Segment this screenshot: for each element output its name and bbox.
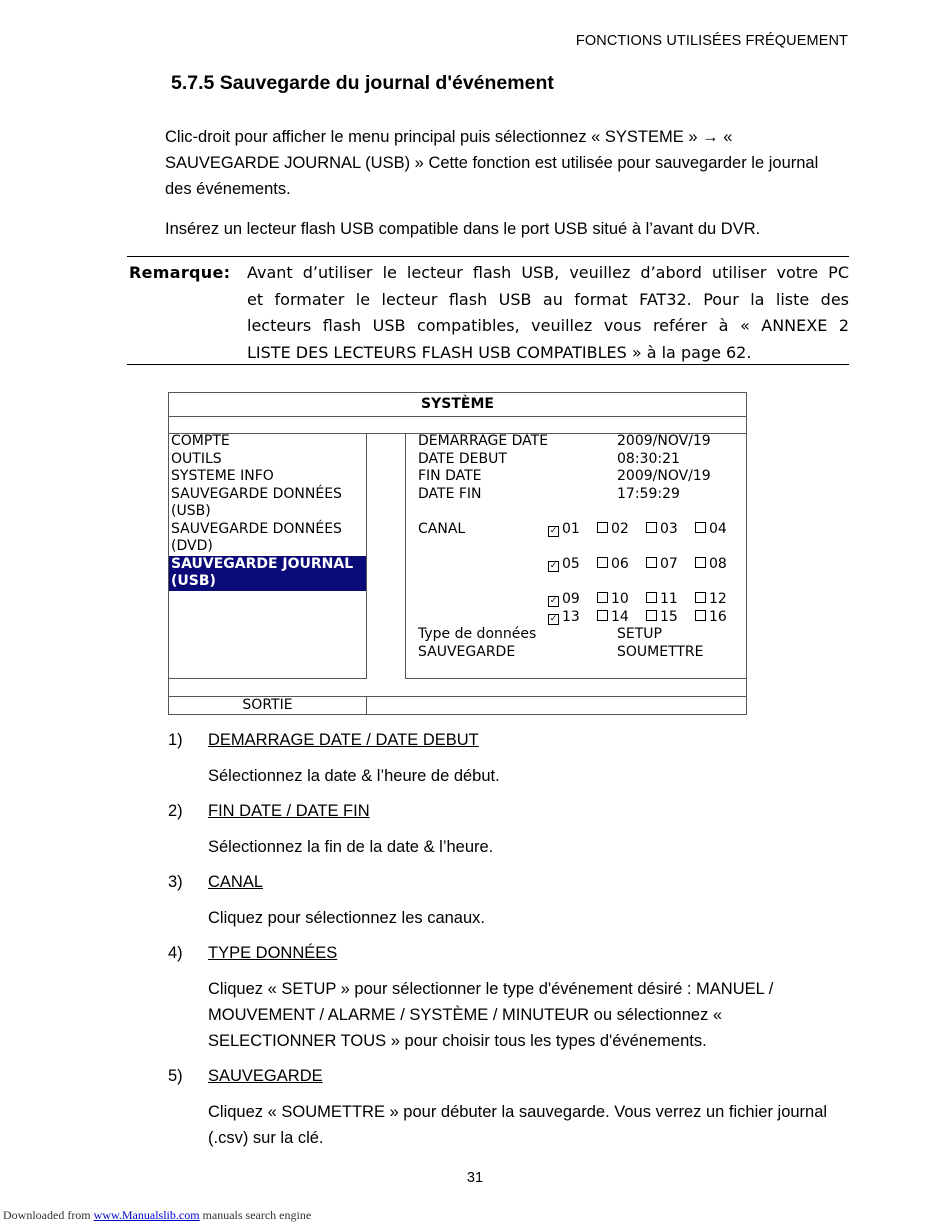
item-number: 3) — [168, 873, 183, 891]
channel-number: 04 — [709, 521, 727, 537]
download-footer — [3, 1208, 311, 1223]
field-backup[interactable] — [418, 644, 704, 662]
channel-checkbox[interactable] — [695, 521, 744, 539]
field-label: SAUVEGARDE — [418, 643, 516, 660]
item-description: Cliquez « SOUMETTRE » pour débuter la sauvegarde. Vous verrez un fichier journal (.csv) sur la clé. — [208, 1103, 828, 1147]
empty-box-icon — [646, 557, 657, 568]
field-label: DEMARRAGE DATE — [418, 433, 549, 449]
empty-box-icon — [597, 592, 608, 603]
field-label: Type de données — [418, 626, 537, 642]
channel-number: 07 — [660, 556, 678, 572]
empty-box-icon — [695, 610, 706, 621]
dvr-menu-item[interactable]: SAUVEGARDE DONNÉES (DVD) — [171, 520, 342, 554]
canal-label: CANAL — [418, 521, 466, 537]
field-start-date[interactable] — [418, 433, 711, 451]
intro-paragraph-1: Clic-droit pour afficher le menu principal puis sélectionnez « SYSTEME » → « SAUVEGARDE JOURNAL (USB) » Cette fonction est utilisée pour sauvegarder le journal des événements. — [165, 128, 819, 198]
channel-number: 10 — [611, 591, 629, 607]
field-data-type[interactable] — [418, 626, 662, 644]
empty-box-icon — [597, 522, 608, 533]
channel-number: 12 — [709, 591, 727, 607]
section-title: 5.7.5 Sauvegarde du journal d'événement — [171, 72, 554, 94]
field-label: DATE FIN — [418, 485, 482, 502]
manualslib-link[interactable]: www.Manualslib.com — [93, 1208, 200, 1222]
item-number: 5) — [168, 1067, 183, 1085]
item-heading: DEMARRAGE DATE / DATE DEBUT — [208, 731, 479, 749]
empty-box-icon — [597, 557, 608, 568]
channel-row — [548, 609, 744, 627]
channel-number: 14 — [611, 608, 629, 625]
channel-checkbox[interactable] — [597, 521, 646, 539]
channel-number: 09 — [562, 591, 580, 607]
channel-checkbox[interactable] — [646, 521, 695, 539]
item-number: 1) — [168, 731, 183, 749]
empty-box-icon — [646, 592, 657, 603]
channel-checkbox[interactable] — [548, 609, 597, 627]
field-value: 2009/NOV/19 — [617, 433, 711, 449]
dvr-menu-item[interactable]: OUTILS — [171, 450, 222, 467]
page-number: 31 — [466, 1170, 484, 1186]
field-end-date[interactable] — [418, 468, 711, 486]
channel-row — [548, 591, 744, 609]
channel-checkbox[interactable] — [597, 609, 646, 627]
channel-number: 01 — [562, 521, 580, 537]
channel-checkbox[interactable] — [646, 556, 695, 574]
empty-box-icon — [695, 522, 706, 533]
channel-number: 16 — [709, 608, 727, 625]
channel-checkbox[interactable] — [597, 556, 646, 574]
channel-checkbox[interactable] — [695, 591, 744, 609]
channel-row — [548, 556, 744, 574]
field-start-time[interactable] — [418, 451, 680, 469]
empty-box-icon — [695, 592, 706, 603]
empty-box-icon — [646, 610, 657, 621]
channel-checkbox[interactable] — [695, 609, 744, 627]
field-value: 08:30:21 — [617, 450, 680, 467]
exit-button[interactable]: SORTIE — [169, 696, 367, 714]
dvr-menu-list — [169, 433, 367, 679]
dvr-system-menu — [168, 392, 747, 715]
channel-checkbox[interactable] — [646, 609, 695, 627]
field-label: FIN DATE — [418, 468, 482, 484]
channel-checkbox[interactable] — [548, 521, 597, 539]
item-description: Cliquez « SETUP » pour sélectionner le type d'événement désiré : MANUEL / MOUVEMENT / ALARME / SYSTÈME / MINUTEUR ou sélectionnez « SELECTIONNER TOUS » pour choisir tous les types d'événements. — [208, 980, 774, 1050]
checked-box-icon: ✓ — [549, 596, 558, 606]
channel-number: 11 — [660, 591, 678, 607]
channel-checkbox[interactable] — [548, 556, 597, 574]
channel-number: 06 — [611, 556, 629, 572]
note-line: LISTE DES LECTEURS FLASH USB COMPATIBLES » à la page 62. — [247, 342, 752, 362]
empty-box-icon — [646, 522, 657, 533]
field-end-time[interactable] — [418, 486, 680, 504]
field-value: 17:59:29 — [617, 485, 680, 502]
dvr-menu-item[interactable]: SYSTEME INFO — [171, 468, 274, 484]
item-description: Sélectionnez la date & l’heure de début. — [208, 767, 500, 785]
dvr-menu-item[interactable]: SAUVEGARDE JOURNAL (USB) — [169, 556, 366, 591]
empty-box-icon — [597, 610, 608, 621]
channel-checkbox[interactable] — [695, 556, 744, 574]
submit-button[interactable]: SOUMETTRE — [617, 643, 704, 660]
dvr-menu-title: SYSTÈME — [169, 393, 746, 417]
item-number: 2) — [168, 802, 183, 820]
dvr-menu-item[interactable]: SAUVEGARDE DONNÉES (USB) — [171, 485, 342, 519]
channel-row — [548, 521, 744, 539]
field-label: DATE DEBUT — [418, 450, 507, 467]
channel-number: 08 — [709, 556, 727, 572]
note-line: Avant d’utiliser le lecteur flash USB, veuillez d’abord utiliser votre PC — [247, 263, 849, 282]
note-line: lecteurs flash USB compatibles, veuillez vous reférer à « ANNEXE 2 — [247, 316, 849, 335]
field-value: 2009/NOV/19 — [617, 468, 711, 484]
dvr-menu-item[interactable]: COMPTE — [171, 433, 230, 449]
channel-checkbox[interactable] — [646, 591, 695, 609]
channel-number: 15 — [660, 608, 678, 625]
setup-button[interactable]: SETUP — [617, 626, 662, 642]
note-text — [247, 260, 849, 366]
checked-box-icon: ✓ — [549, 613, 558, 624]
item-heading: TYPE DONNÉES — [208, 944, 338, 962]
channel-checkbox[interactable] — [548, 591, 597, 609]
note-label: Remarque: — [129, 263, 231, 282]
intro-paragraph-2: Insérez un lecteur flash USB compatible dans le port USB situé à l’avant du DVR. — [165, 220, 761, 238]
dvr-settings-panel — [405, 433, 747, 679]
item-heading: SAUVEGARDE — [208, 1067, 323, 1085]
checked-box-icon: ✓ — [549, 526, 558, 536]
channel-number: 05 — [562, 556, 580, 572]
note-box — [127, 256, 849, 365]
channel-number: 13 — [562, 608, 580, 625]
channel-number: 03 — [660, 521, 678, 537]
footer-prefix: Downloaded from — [3, 1208, 94, 1222]
checked-box-icon: ✓ — [549, 561, 558, 571]
note-line: et formater le lecteur flash USB au format FAT32. Pour la liste des — [247, 289, 849, 309]
running-header: FONCTIONS UTILISÉES FRÉQUEMENT — [575, 33, 848, 49]
footer-suffix: manuals search engine — [199, 1208, 312, 1222]
item-description: Sélectionnez la fin de la date & l’heure. — [208, 838, 494, 856]
item-heading: CANAL — [208, 873, 264, 891]
item-heading: FIN DATE / DATE FIN — [208, 802, 370, 820]
channel-number: 02 — [611, 521, 629, 537]
empty-box-icon — [695, 557, 706, 568]
item-number: 4) — [168, 944, 183, 962]
item-description: Cliquez pour sélectionnez les canaux. — [208, 909, 485, 927]
channel-checkbox[interactable] — [597, 591, 646, 609]
